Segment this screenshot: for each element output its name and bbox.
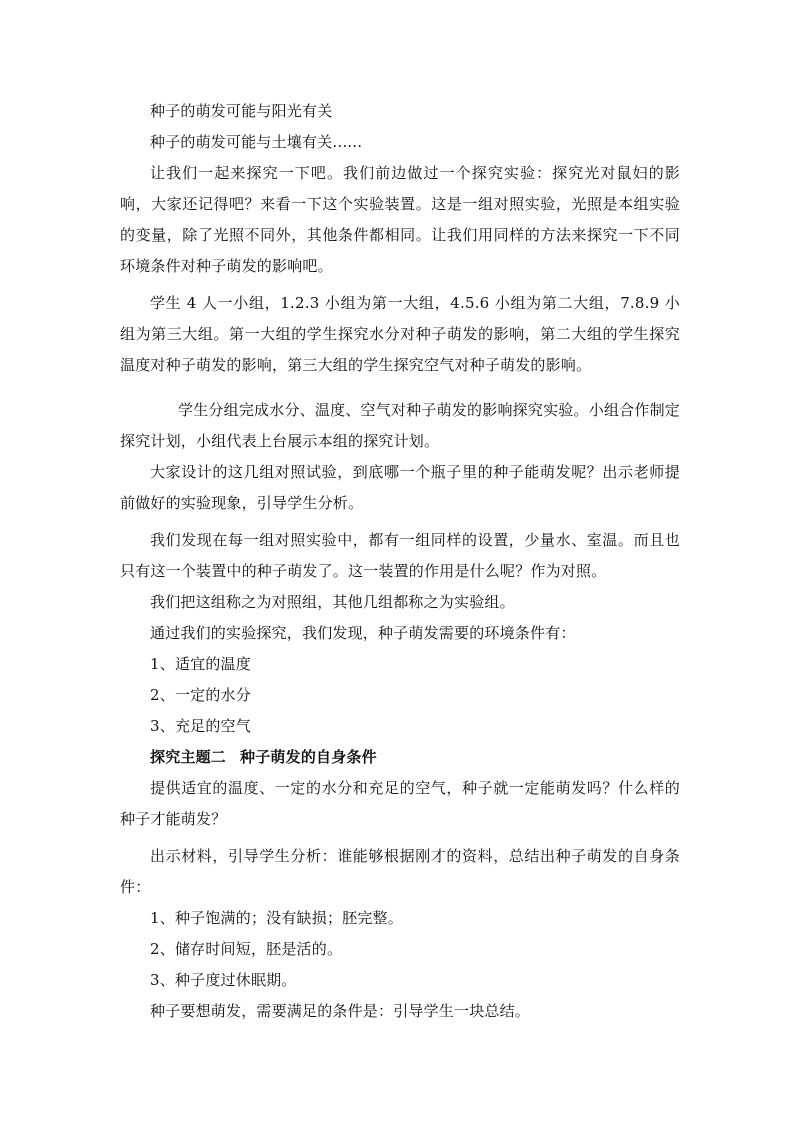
self-condition-item: 1、种子饱满的；没有缺损；胚完整。 (150, 909, 403, 927)
paragraph-explore-intro: 让我们一起来探究一下吧。我们前边做过一个探究实验：探究光对鼠妇的影响，大家还记得吧？来看一下这个实验装置。这是一组对照实验，光照是本组实验的变量，除了光照不同外，其他条件都相同。让我们用同样的方法来探究一下不同环境条件对种子萌发的影响吧。 (120, 164, 680, 275)
paragraph-self-question: 提供适宜的温度、一定的水分和充足的空气，种子就一定能萌发吗？什么样的种子才能萌发？ (120, 779, 680, 828)
paragraph-material-analysis: 出示材料，引导学生分析：谁能够根据刚才的资料，总结出种子萌发的自身条件： (120, 847, 680, 896)
paragraph-group-assignment: 学生 4 人一小组，1.2.3 小组为第一大组，4.5.6 小组为第二大组，7.8.9 小组为第三大组。第一大组的学生探究水分对种子萌发的影响，第二大组的学生探究温度对种子萌发的影响，第三大组的学生探究空气对种子萌发的影响。 (120, 294, 680, 374)
paragraph-group-experiment: 学生分组完成水分、温度、空气对种子萌发的影响探究实验。小组合作制定探究计划，小组代表上台展示本组的探究计划。 (120, 401, 680, 450)
self-condition-item: 2、储存时间短，胚是活的。 (150, 940, 343, 958)
paragraph-result-question: 大家设计的这几组对照试验，到底哪一个瓶子里的种子能萌发呢？出示老师提前做好的实验现象，引导学生分析。 (120, 463, 680, 512)
env-condition-item: 1、适宜的温度 (150, 655, 251, 673)
hypothesis-sunlight: 种子的萌发可能与阳光有关 (150, 102, 333, 120)
env-condition-item: 3、充足的空气 (150, 717, 251, 735)
paragraph-control-group: 我们把这组称之为对照组，其他几组都称之为实验组。 (150, 593, 515, 611)
env-condition-item: 2、一定的水分 (150, 686, 251, 704)
section-heading-2 (120, 742, 680, 773)
paragraph-summary: 种子要想萌发，需要满足的条件是：引导学生一块总结。 (150, 1002, 531, 1020)
paragraph-env-conditions-intro: 通过我们的实验探究，我们发现，种子萌发需要的环境条件有： (150, 624, 576, 642)
hypothesis-soil: 种子的萌发可能与土壤有关...... (150, 133, 363, 151)
section-heading-title: 种子萌发的自身条件 (240, 748, 377, 766)
document-body (120, 96, 680, 1027)
self-condition-item: 3、种子度过休眠期。 (150, 971, 297, 989)
paragraph-control-setup: 我们发现在每一组对照实验中，都有一组同样的设置，少量水、室温。而且也只有这一个装置中的种子萌发了。这一装置的作用是什么呢？作为对照。 (120, 531, 680, 580)
section-heading-label: 探究主题二 (150, 748, 227, 766)
